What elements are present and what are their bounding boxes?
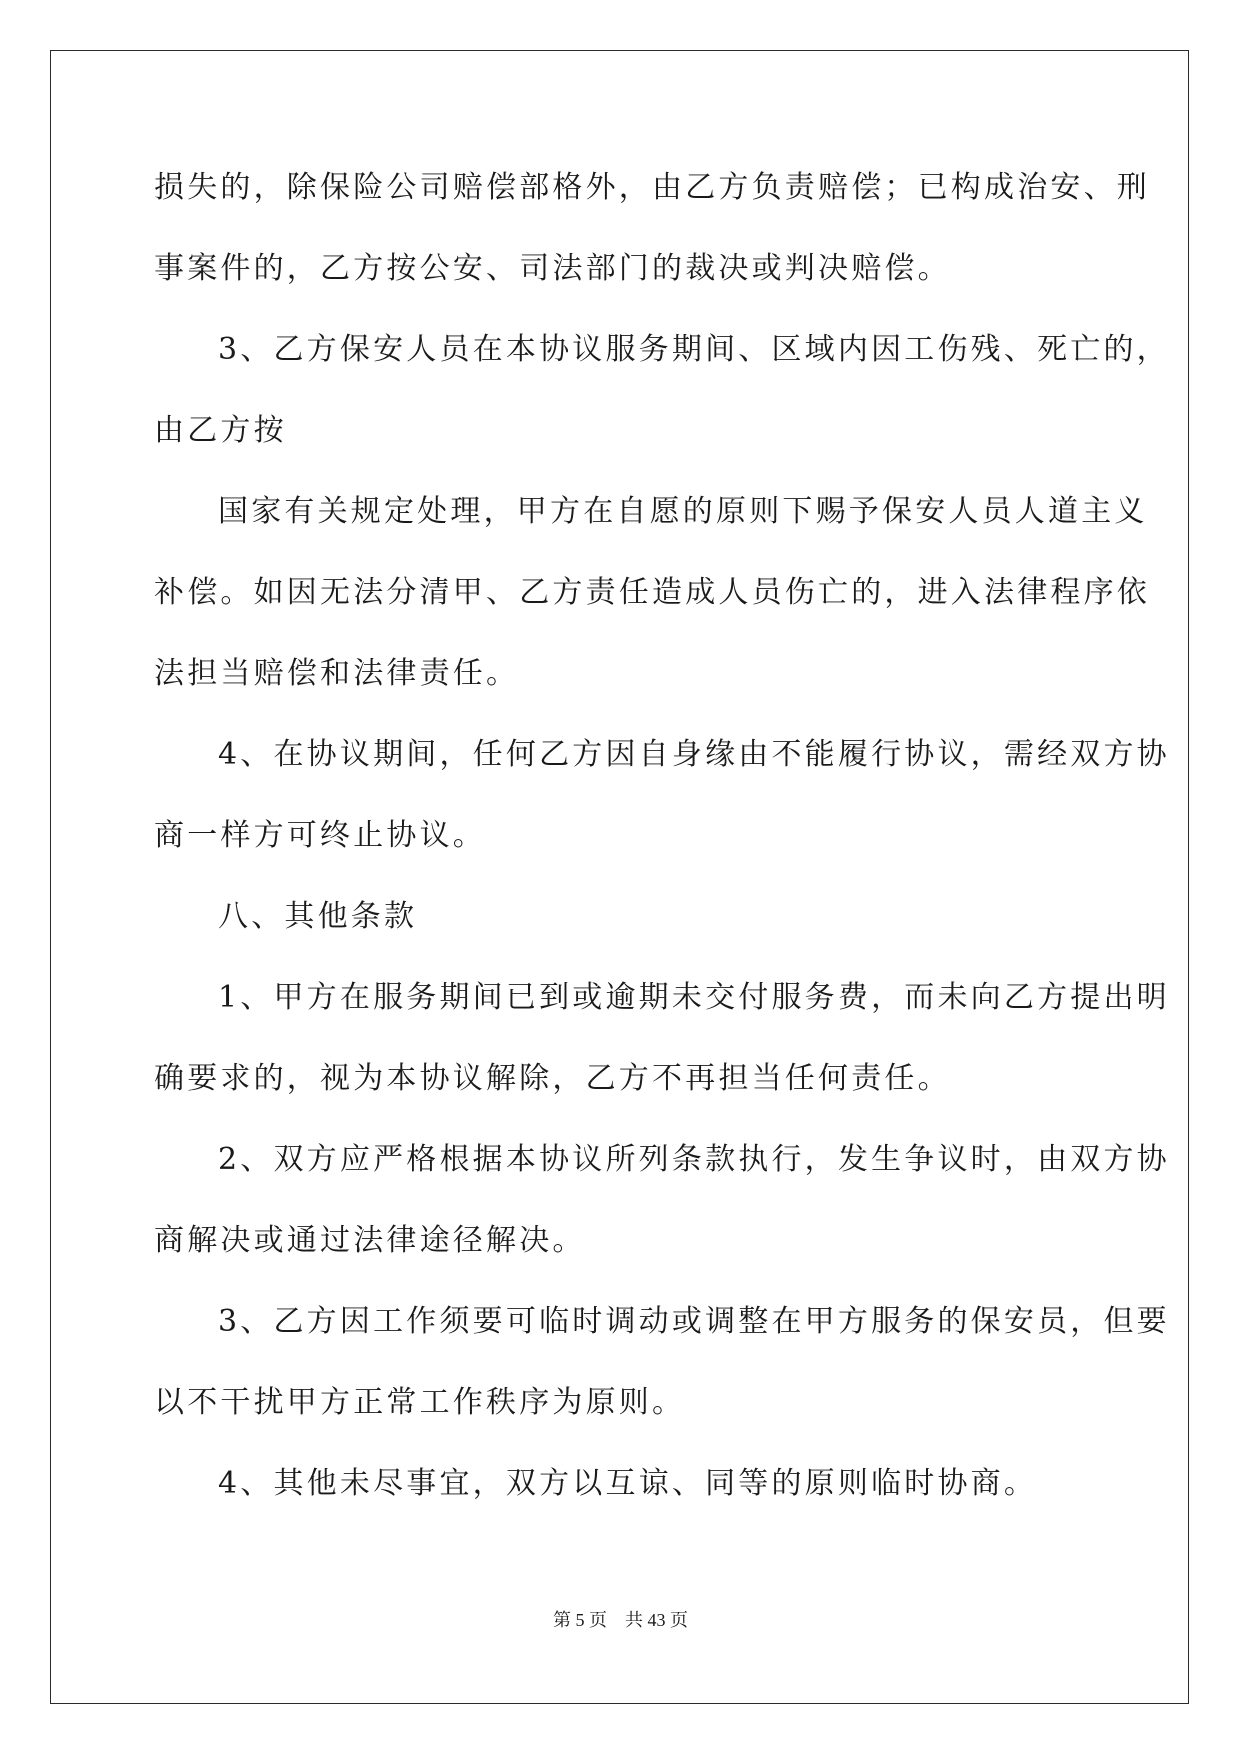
text-line: 国家有关规定处理，甲方在自愿的原则下赐予保安人员人道主义 — [218, 494, 1148, 529]
text-line: 3、乙方保安人员在本协议服务期间、区域内因工伤残、死亡的， — [218, 332, 1170, 367]
text-line: 损失的，除保险公司赔偿部格外，由乙方负责赔偿；已构成治安、刑 — [154, 170, 1150, 205]
text-line: 确要求的，视为本协议解除，乙方不再担当任何责任。 — [154, 1061, 951, 1096]
text-line: 商一样方可终止协议。 — [154, 818, 486, 853]
text-line: 以不干扰甲方正常工作秩序为原则。 — [154, 1385, 686, 1420]
section-heading: 八、其他条款 — [218, 899, 418, 934]
text-line: 商解决或通过法律途径解决。 — [154, 1223, 586, 1258]
text-line: 事案件的，乙方按公安、司法部门的裁决或判决赔偿。 — [154, 251, 951, 286]
text-line: 2、双方应严格根据本协议所列条款执行，发生争议时，由双方协 — [218, 1142, 1170, 1177]
document-body — [154, 158, 1170, 1535]
text-line: 4、在协议期间，任何乙方因自身缘由不能履行协议，需经双方协 — [218, 737, 1170, 772]
text-line: 补偿。如因无法分清甲、乙方责任造成人员伤亡的，进入法律程序依 — [154, 575, 1150, 610]
text-line: 3、乙方因工作须要可临时调动或调整在甲方服务的保安员，但要 — [218, 1304, 1170, 1339]
text-line: 法担当赔偿和法律责任。 — [154, 656, 520, 691]
text-line: 4、其他未尽事宜，双方以互谅、同等的原则临时协商。 — [218, 1466, 1038, 1501]
text-line: 1、甲方在服务期间已到或逾期未交付服务费，而未向乙方提出明 — [218, 980, 1170, 1015]
text-line: 由乙方按 — [154, 413, 287, 448]
page-number-footer: 第 5 页 共 43 页 — [553, 1610, 688, 1630]
